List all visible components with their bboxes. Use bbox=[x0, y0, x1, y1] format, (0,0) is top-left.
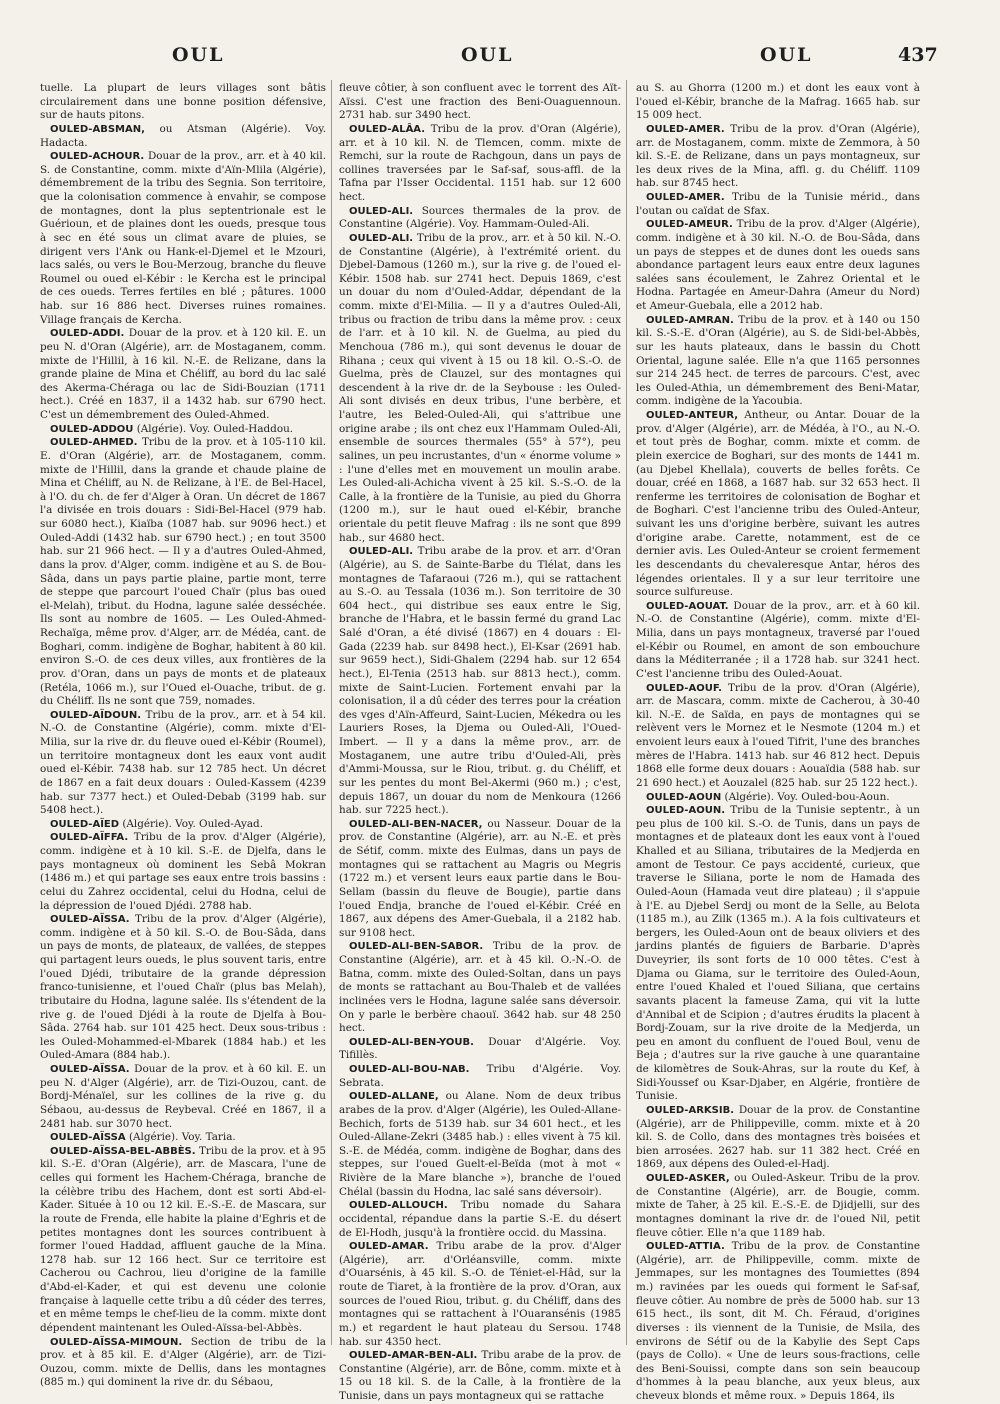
column-3 bbox=[636, 82, 920, 1404]
entry-headword: OULED-ALI. bbox=[349, 546, 414, 558]
entry-headword: OULED-ARKSIB. bbox=[646, 1104, 734, 1116]
entry-text: Douar de la prov. et à 60 kil. E. un peu N. d'Alger (Algérie), arr. de Tizi-Ouzou, cant. de Bordj-Ménaïel, sur les collines de la rive g. du Sébaou, au-dessus de Reybeval. Créé en 1867, il a 2481 hab. sur 3070 hect. bbox=[40, 1063, 326, 1130]
entry-text: Tribu arabe de la prov. d'Alger (Algérie), arr. d'Orléansville, comm. mixte d'Ouarsénis, à 45 kil. S.-O. de Téniet-el-Hâd, sur la route de Tiaret, à la frontière de la prov. d'Oran, aux sources de l'oued Riou, tribut. g. du Chéliff, dans des montagnes qui se rattachent à l'Ouaransénis (1985 m.) et regardent le haut plateau du Sersou. 1748 hab. sur 4350 hect. bbox=[339, 1240, 621, 1348]
entry-headword: OULED-AMEUR. bbox=[646, 219, 733, 231]
entry-text: Tribu de la prov. d'Alger (Algérie), comm. indigène et à 30 kil. N.-O. de Bou-Sâda, dans un pays de steppes et de dunes dont les oueds sans abondance partagent leurs eaux entre deux lagunes salées sans écoulement, le Zahrez Oriental et le Hodna. Partagée en Ameur-Dahra (Ameur du Nord) et Ameur-Guebala, elle a 2012 hab. bbox=[636, 218, 920, 312]
entry-headword: OULED-AOUAT. bbox=[646, 600, 729, 612]
entry-text: fleuve côtier, à son confluent avec le torrent des Aït-Aïssi. C'est une fraction des Beni-Ouaguennoun. 2731 hab. sur 3490 hect. bbox=[339, 82, 621, 122]
entry-headword: OULED-AMRAN. bbox=[646, 314, 734, 326]
dictionary-entry bbox=[636, 1172, 920, 1240]
dictionary-entry bbox=[636, 1240, 920, 1404]
entry-headword: OULED-AMER. bbox=[646, 123, 725, 135]
entry-headword: OULED-ALI-BEN-YOUB. bbox=[349, 1036, 474, 1048]
entry-headword: OULED-AÏSSA bbox=[50, 1132, 126, 1144]
entry-text: Tribu arabe de la prov. de Constantine (Algérie), arr. de Bône, comm. mixte et à 15 ou 18 kil. S. de la Calle, à la frontière de la Tunisie, dans un pays montagneux qui se rattache bbox=[339, 1349, 621, 1402]
entry-headword: OULED-ALI-BEN-SABOR. bbox=[349, 941, 484, 953]
entry-headword: OULED-ALLANE, bbox=[349, 1091, 439, 1103]
dictionary-entry bbox=[40, 150, 326, 327]
entry-headword: OULED-AÏSSA. bbox=[50, 914, 130, 926]
dictionary-entry bbox=[339, 82, 621, 123]
entry-text: ou Nasseur. Douar de la prov. de Constantine (Algérie), arr. au N.-E. et près de Sétif, comm. mixte des Eulmas, dans un pays de montagnes qui se rattachent au Magris ou Megris (1722 m.) et versent leurs eaux partie dans le Bou-Sellam (bassin du fleuve de Bougie), partie dans l'oued Endja, branche de l'oued el-Kébir. Créé en 1867, aux dépens des Amer-Guebala, il a 2182 hab. sur 9108 hect. bbox=[339, 817, 621, 939]
entry-headword: OULED-ALLOUCH. bbox=[349, 1200, 448, 1212]
entry-text: Tribu de la prov. et à 105-110 kil. E. d'Oran (Algérie), arr. de Mostaganem, comm. mixte de l'Hillil, dans la grande et chaude plaine de Mina et Chéliff, au N. de Relizane, à l'E. de Bel-Hacel, à l'O. du ch. de fer d'Alger à Oran. Un décret de 1867 l'a divisée en trois douars : Sidi-Bel-Hacel (979 hab. sur 6080 hect.), Kiaïba (1087 hab. sur 9096 hect.) et Ouled-Addi (1432 hab. sur 6790 hect.) ; en tout 3500 hab. sur 21 966 hect. — Il y a d'autres Ouled-Ahmed, dans la prov. d'Alger, comm. indigène et au S. de Bou-Sâda, dans un pays partie plaine, partie mont, terre de steppe que parcourt l'oued Chaïr (plus bas oued el-Melah), tribut. du Hodna, lagune salée desséchée. Ils sont au nombre de 1605. — Les Ouled-Ahmed-Rechaïga, même prov. d'Alger, arr. de Médéa, cant. de Boghari, comm. indigène de Boghar, habitent à 80 kil. environ S.-O. de ces deux villes, aux frontières de la prov. d'Oran, dans un pays de monts et de plateaux (Retéla, 1066 m.), sur l'Oued el-Ouache, tribut. de g. du Chéliff. Ils ne sont que 759, nomades. bbox=[40, 436, 326, 708]
entry-text: Douar de la prov., arr. et à 40 kil. S. de Constantine, comm. mixte d'Aïn-Mlila (Algérie), démembrement de la tribu des Segnia. Son territoire, que la colonisation commence à envahir, se compose de montagnes, dont la plus septentrionale est le Guérioun, et de plaines dont les oueds, presque tous à sec en été sous un climat avare de pluies, se dirigent vers l'Ank ou Hank-el-Djemel et le Mzouri, lacs salés, ou vers le Bou-Merzoug, branche du fleuve Roumel ou oued el-Kébir : le Kercha est le principal de ces oueds. Terres fertiles en blé ; pâtures. 1000 hab. sur 16 886 hect. Diverses ruines romaines. Village français de Kercha. bbox=[40, 150, 327, 326]
column-rule bbox=[331, 80, 332, 1345]
dictionary-entry bbox=[40, 423, 326, 437]
entry-headword: OULED-AOUN bbox=[646, 791, 722, 803]
entry-text: Tribu arabe de la prov. et arr. d'Oran (Algérie), au S. de Sainte-Barbe du Tlélat, dans les montagnes de Tafaraoui (726 m.), qui se rattachent au S.-O. au Tessala (1036 m.). Son territoire de 30 604 hect., qui distribue ses eaux entre le Sig, branche de l'Habra, et le bassin fermé du grand Lac Salé d'Oran, a été divisé (1867) en 4 douars : El-Gada (2239 hab. sur 8498 hect.), El-Ksar (2691 hab. sur 9659 hect.), Sidi-Ghalem (2294 hab. sur 12 654 hect.), El-Tenia (2513 hab. sur 8813 hect.), comm. mixte de Saint-Lucien. Fortement envahi par la colonisation, il a dû céder des terres pour la création des vges d'Aïn-Affeurd, Saint-Lucien, Mékedra ou les Lauriers Roses, la Djema ou Ouled-Ali, l'Oued-Imbert. — Il y a dans la même prov., arr. de Mostaganem, une autre tribu d'Ouled-Ali, près d'Ammi-Moussa, sur le Riou, tribut. g. du Chéliff, et sur les pentes du mont Bel-Akermi (960 m.) ; c'est, depuis 1867, un douar du nom de Menkoura (1266 hab. sur 7225 hect.). bbox=[339, 545, 621, 817]
entry-text: (Algérie). Voy. Ouled-Ayad. bbox=[122, 817, 264, 830]
entry-headword: OULED-ASKER, bbox=[646, 1173, 730, 1184]
entry-headword: OULED-AÏSSA-MIMOUN. bbox=[50, 1336, 183, 1348]
entry-text: Tribu de la Tunisie septentr., à un peu plus de 100 kil. S.-O. de Tunis, dans un pays de montagnes et de plateaux dont les eaux vont à l'oued Khalled et au Siliana, tributaires de la Medjerda en amont de Testour. Ce pays accidenté, curieux, que traverse le Siliana, porte le nom de Hamada des Ouled-Aoun (Hamada veut dire plateau) ; il s'appuie à l'E. au Djebel Serdj ou mont de la Selle, au Belota (1185 m.), au Zilk (1365 m.). A la fois cultivateurs et bergers, les Ouled-Aoun ont de beaux oliviers et des jardins plantés de figuiers de Barbarie. D'après Duveyrier, ils sont forts de 10 000 têtes. C'est à Djama ou Giama, sur le territoire des Ouled-Aoun, entre l'oued Khaled et l'oued Siliana, que certains savants placent la fameuse Zama, qui vit la lutte d'Annibal et de Scipion ; d'autres érudits la placent à Bordj-Zouam, sur la rive droite de la Medjerda, un peu en amont du confluent de l'oued Boul, venu de Beja ; d'autres sur la rive gauche à une quarantaine de kilomètres de Souk-Ahras, sur la route du Kef, à Sidi-Youssef ou Ksar-Djaber, en Algérie, frontière de Tunisie. bbox=[636, 804, 920, 1103]
dictionary-entry bbox=[636, 600, 920, 682]
entry-text: (Algérie). Voy. Taria. bbox=[128, 1131, 236, 1144]
dictionary-entry bbox=[636, 682, 920, 791]
entry-text: Section de tribu de la prov. et à 85 kil. E. d'Alger (Algérie), arr. de Tizi-Ouzou, comm. mixte de Dellis, dans les montagnes (885 m.) qui dominent la rive dr. du Sébaou, bbox=[40, 1335, 326, 1389]
entry-headword: OULED-AÏDOUN. bbox=[50, 709, 142, 721]
dictionary-entry bbox=[636, 314, 920, 409]
entry-headword: OULED-ACHOUR. bbox=[50, 151, 145, 163]
dictionary-entry bbox=[636, 123, 920, 191]
entry-headword: OULED-ALI. bbox=[349, 205, 414, 217]
entry-headword: OULED-ATTIA. bbox=[646, 1241, 725, 1253]
dictionary-entry bbox=[636, 791, 920, 805]
dictionary-entry bbox=[339, 1199, 621, 1240]
entry-headword: OULED-ALI-BOU-NAB. bbox=[349, 1064, 470, 1075]
entry-headword: OULED-AÏSSA. bbox=[50, 1064, 130, 1075]
entry-headword: OULED-ABSMAN, bbox=[50, 123, 145, 135]
dictionary-entry bbox=[636, 804, 920, 1104]
entry-headword: OULED-ADDOU bbox=[50, 423, 134, 435]
entry-text: Douar de la prov., arr. et à 60 kil. N.-O. de Constantine (Algérie), comm. mixte d'El-Milia, dans un pays montagneux, traversé par l'oued el-Kébir ou Roumel, en amont de son embouchure dans la Méditerranée ; il a 1728 hab. sur 3241 hect. C'est l'ancienne tribu des Ouled-Aouat. bbox=[636, 599, 920, 680]
column-2 bbox=[339, 82, 621, 1404]
entry-headword: OULED-AÏFFA. bbox=[50, 832, 129, 844]
entry-text: Tribu de la prov. de Constantine (Algérie), arr. de Philippeville, comm. mixte de Jemmapes, sur les montagnes des Toumiettes (894 m.) ravinées par les oueds qui forment le Saf-saf, fleuve côtier. Au nombre de près de 5000 hab. sur 13 615 hect., ils sont, dit M. Ch. Féraud, d'origines diverses : ils viennent de la Tunisie, de Msila, des environs de Sétif ou de la Kabylie des Sept Caps (pays de Collo). « Une de leurs sous-fractions, celle des Beni-Souissi, compte dans son sein beaucoup d'hommes à la peau blanche, aux yeux bleus, aux cheveux blonds et même roux. » Depuis 1864, ils bbox=[636, 1240, 920, 1402]
entry-headword: OULED-ANTEUR, bbox=[646, 410, 739, 421]
entry-text: Tribu de la prov. d'Oran (Algérie), arr. de Mostaganem, comm. mixte de Zemmora, à 50 kil. S.-E. de Relizane, dans un pays montagneux, sur les deux rives de la Mina, affl. g. du Chéliff. 1109 hab. sur 8745 hect. bbox=[636, 122, 920, 190]
dictionary-entry bbox=[339, 1240, 621, 1349]
entry-text: Tribu de la Tunisie mérid., dans l'outan ou caïdat de Sfax. bbox=[636, 191, 920, 217]
entry-headword: OULED-AMAR-BEN-ALI. bbox=[349, 1350, 478, 1362]
entry-headword: OULED-AOUF. bbox=[646, 682, 722, 694]
column-rule bbox=[626, 80, 627, 1345]
dictionary-entry bbox=[339, 1036, 621, 1063]
dictionary-entry bbox=[40, 831, 326, 913]
dictionary-entry bbox=[40, 1063, 326, 1131]
entry-text: tuelle. La plupart de leurs villages sont bâtis circulairement dans une bonne position défensive, sur de hauts pitons. bbox=[40, 82, 326, 122]
dictionary-entry bbox=[40, 1145, 326, 1336]
entry-text: ou Atsman (Algérie). Voy. Hadacta. bbox=[40, 122, 327, 149]
entry-text: Tribu de la prov. et à 95 kil. S.-E. d'Oran (Algérie), arr. de Mascara, l'une de celles qui forment les Hachem-Chéraga, branche de la célèbre tribu des Hachem, dont est sorti Abd-el-Kader. Située à 10 ou 12 kil. E.-S.-E. de Mascara, sur la route de Frenda, elle habite la plaine d'Eghris et de petites montagnes dont les sources contribuent à former l'oued Haddad, affluent gauche de la Mina. 1278 hab. sur 12 166 hect. Sur ce territoire est Cacherou ou Cachrou, lieu d'origine de la famille d'Abd-el-Kader, et qui est devenu une colonie française à laquelle cette tribu a dû céder des terres, et en même temps le chef-lieu de la comm. mixte dont dépendent maintenant les Ouled-Aïssa-bel-Abbès. bbox=[40, 1144, 326, 1334]
entry-text: Tribu de la prov., arr. et à 50 kil. N.-O. de Constantine (Algérie), à l'extrémité orient. du Djebel-Damous (1260 m.), sur la rive g. de l'oued el-Kébir. 1508 hab. sur 2741 hect. Depuis 1869, c'est un douar du nom d'Ouled-Addar, dépendant de la comm. mixte d'El-Milia. — Il y a d'autres Ouled-Ali, tribus ou fraction de tribu dans la même prov. : ceux de l'arr. et à 10 kil. N. de Guelma, au pied du Menchoua (786 m.), qui sont devenus le douar de Rihana ; ceux qui vivent à 15 ou 18 kil. O.-S.-O. de Guelma, près de Clauzel, sur des montagnes qui descendent à la rive dr. de la Seybouse : les Ouled-Ali sont divisés en deux tribus, l'une berbère, et l'autre, les Beled-Ouled-Ali, qui s'attribue une origine arabe ; ils ont chez eux l'Hammam Ouled-Ali, ensemble de sources thermales (55° à 57°), peu salines, un peu incrustantes, d'un « énorme volume » : l'une d'elles met en mouvement un moulin arabe. Les Ouled-ali-Achicha vivent à 25 kil. S.-S.-O. de la Calle, à la frontière de la Tunisie, au pied du Ghorra (1200 m.), sur le haut oued el-Kébir, branche orientale du petit fleuve Mafrag : ils ne sont que 899 hab., sur 4680 hect. bbox=[339, 231, 621, 544]
dictionary-entry bbox=[636, 191, 920, 218]
page-number: 437 bbox=[898, 44, 938, 66]
dictionary-entry bbox=[339, 205, 621, 232]
entry-text: Tribu nomade du Sahara occidental, répandue dans la partie S.-E. du désert de El-Hodh, jusqu'à la frontière occid. du Massina. bbox=[339, 1199, 621, 1239]
entry-headword: OULED-AHMED. bbox=[50, 437, 138, 449]
dictionary-entry bbox=[40, 327, 326, 422]
entry-text: ou Ouled-Askeur. Tribu de la prov. de Constantine (Algérie), arr. de Bougie, comm. mixte de Taher, à 25 kil. E.-S.-E. de Djidjelli, sur des montagnes dominant la rive dr. de l'oued Nil, petit fleuve côtier. Elle n'a que 1189 hab. bbox=[636, 1172, 920, 1239]
entry-text: au S. au Ghorra (1200 m.) et dont les eaux vont à l'oued el-Kébir, branche de la Mafrag. 1665 hab. sur 15 009 hect. bbox=[636, 82, 920, 122]
dictionary-entry bbox=[636, 1104, 920, 1172]
dictionary-entry bbox=[636, 82, 920, 123]
entry-text: Tribu de la prov. d'Oran (Algérie), arr. et à 10 kil. N. de Tlemcen, comm. mixte de Remchi, sur la route de Rachgoun, dans un pays de collines traversées par le Saf-saf, sous-affl. de la Tafna par l'Isser Occidental. 1151 hab. sur 12 600 hect. bbox=[339, 122, 621, 203]
entry-headword: OULED-AMAR. bbox=[349, 1241, 429, 1253]
entry-headword: OULED-ALÂA. bbox=[349, 123, 426, 135]
column-1 bbox=[40, 82, 326, 1390]
dictionary-entry bbox=[339, 1349, 621, 1404]
dictionary-entry bbox=[40, 818, 326, 832]
entry-text: (Algérie). Voy. Ouled-Haddou. bbox=[136, 422, 294, 435]
entry-text: Douar de la prov. de Constantine (Algérie), arr de Philippeville, comm. mixte et à 20 kil. S. de Collo, dans des montagnes très boisées et bien arrosées. 2627 hab. sur 11 382 hect. Créé en 1869, aux dépens des Ouled-el-Hadj. bbox=[636, 1103, 920, 1171]
running-head-right: OUL bbox=[760, 44, 813, 66]
dictionary-entry bbox=[339, 940, 621, 1035]
dictionary-entry bbox=[636, 409, 920, 600]
entry-text: ou Alane. Nom de deux tribus arabes de la prov. d'Alger (Algérie), les Ouled-Allane-Bechich, forts de 5139 hab. sur 34 601 hect., et les Ouled-Allane-Zekri (3485 hab.) : elles vivent à 75 kil. S.-E. de Médéa, comm. indigène de Boghar, dans des steppes, sur l'oued Guelt-el-Beïda (mot à mot « Rivière de la Mare blanche »), branche de l'oued Chélal (bassin du Hodna, lac salé sans déversoir). bbox=[339, 1090, 621, 1198]
entry-headword: OULED-AOUN. bbox=[646, 805, 725, 817]
entry-text: Antheur, ou Antar. Douar de la prov. d'Alger (Algérie), arr. de Médéa, à l'O., au N.-O. et tout près de Boghar, comm. mixte et comm. de plein exercice de Boghari, sur des monts de 1441 m. (au Djebel Khellala), couverts de belles forêts. Ce douar, créé en 1868, a 1687 hab. sur 32 653 hect. Il renferme les territoires de colonisation de Boghar et de Boghari. C'est l'ancienne tribu des Ouled-Anteur, suivant les uns d'origine berbère, suivant les autres d'origine arabe. Carette, notamment, est de ce dernier avis. Les Ouled-Anteur se croient fermement les descendants du chevaleresque Antar, héros des légendes orientales. Il y a sur leur territoire une source sulfureuse. bbox=[636, 409, 920, 599]
entry-text: Douar d'Algérie. Voy. Tifillès. bbox=[339, 1035, 621, 1062]
dictionary-entry bbox=[40, 123, 326, 150]
entry-text: Tribu de la prov. et à 140 ou 150 kil. S.-S.-E. d'Oran (Algérie), au S. de Sidi-bel-Abbès, sur les hauts plateaux, dans le bassin du Chott Oriental, lagune salée. Elle n'a que 1165 personnes sur 214 245 hect. de terres de parcours. C'est, avec les Ouled-Athia, un démembrement des Beni-Matar, comm. indigène de la Yacoubia. bbox=[636, 313, 920, 408]
entry-text: Tribu de la prov. d'Alger (Algérie), comm. indigène et à 10 kil. S.-E. de Djelfa, dans le pays montagneux où dominent les Sebâ Mokran (1486 m.) et qui partage ses eaux entre trois bassins : celui du Zahrez occidental, celui du Hodna, celui de la dépression de l'oued Djédi. 2788 hab. bbox=[40, 831, 326, 912]
entry-headword: OULED-ALI-BEN-NACER, bbox=[349, 818, 483, 830]
entry-text: Tribu de la prov. de Constantine (Algérie), arr. et à 45 kil. O.-N.-O. de Batna, comm. mixte des Ouled-Soltan, dans un pays de monts se rattachant au Bou-Thaleb et de vallées inclinées vers le Hodna, lagune salée sans déversoir. On y parle le berbère chaouï. 3642 hab. sur 48 250 hect. bbox=[339, 940, 621, 1035]
entry-text: Tribu de la prov., arr. et à 54 kil. N.-O. de Constantine (Algérie), comm. mixte d'El-Milia, sur la rive dr. du fleuve oued el-Kébir (Roumel), un territoire montagneux dont les eaux vont audit oued el-Kébir. 7438 hab. sur 12 785 hect. Un décret de 1867 en a fait deux douars : Ouled-Kassem (4239 hab. sur 7377 hect.) et Ouled-Debab (3199 hab. sur 5408 hect.). bbox=[40, 708, 326, 817]
running-head-left: OUL bbox=[172, 44, 225, 66]
dictionary-entry bbox=[40, 913, 326, 1063]
dictionary-entry bbox=[40, 709, 326, 818]
dictionary-entry bbox=[339, 818, 621, 941]
entry-text: Tribu de la prov. d'Oran (Algérie), arr. de Mascara, comm. mixte de Cacherou, à 30-40 kil. N.-E. de Saïda, en pays de montagnes qui se relèvent vers le Mornez et le Nesmote (1204 m.) et envoient leurs eaux à l'oued Tifrit, l'une des branches mères de l'Habra. 1413 hab. sur 46 812 hect. Depuis 1868 elle forme deux douars : Aouaïdia (588 hab. sur 21 690 hect.) et Aouzalel (825 hab. sur 25 122 hect.). bbox=[636, 681, 920, 789]
entry-headword: OULED-AÏED bbox=[50, 818, 120, 830]
dictionary-entry bbox=[339, 123, 621, 205]
dictionary-entry bbox=[40, 82, 326, 123]
dictionary-entry bbox=[40, 436, 326, 709]
entry-headword: OULED-AMER. bbox=[646, 192, 725, 203]
running-head-center: OUL bbox=[461, 44, 514, 66]
entry-headword: OULED-AÏSSA-BEL-ABBÈS. bbox=[50, 1145, 196, 1157]
dictionary-entry bbox=[339, 232, 621, 545]
dictionary-entry bbox=[339, 1063, 621, 1090]
entry-text: Tribu de la prov. d'Alger (Algérie), comm. indigène et à 50 kil. S.-O. de Bou-Sâda, dans un pays de monts, de plateaux, de vallées, de steppes qui partagent leurs oueds, le plus souvent taris, entre l'oued Djédi, tributaire de la grande dépression franco-tunisienne, et l'oued Chaïr (plus bas Melah), tributaire du Hodna, lagune salée. Ils s'étendent de la rive g. de l'oued Djédi à la route de Djelfa à Bou-Sâda. 2764 hab. sur 101 425 hect. Deux sous-tribus : les Ouled-Mohammed-el-Mbarek (1884 hab.) et les Ouled-Amara (884 hab.). bbox=[40, 913, 326, 1062]
entry-headword: OULED-ADDI. bbox=[50, 328, 125, 340]
entry-text: (Algérie). Voy. Ouled-bou-Aoun. bbox=[724, 790, 890, 803]
entry-text: Tribu d'Algérie. Voy. Sebrata. bbox=[339, 1063, 621, 1089]
dictionary-entry bbox=[339, 1090, 621, 1199]
dictionary-entry bbox=[40, 1336, 326, 1391]
dictionary-entry bbox=[339, 545, 621, 818]
dictionary-entry bbox=[40, 1131, 326, 1145]
entry-headword: OULED-ALI. bbox=[349, 232, 414, 244]
entry-text: Sources thermales de la prov. de Constantine (Algérie). Voy. Hammam-Ouled-Ali. bbox=[339, 204, 621, 231]
dictionary-entry bbox=[636, 218, 920, 313]
entry-text: Douar de la prov. et à 120 kil. E. un peu N. d'Oran (Algérie), arr. de Mostaganem, comm. mixte de l'Hillil, à 16 kil. N.-E. de Relizane, dans la grande plaine de Mina et Chéliff, au bord du lac salé des Akerma-Chéraga ou lac de Sidi-Bouzian (1711 hect.). Créé en 1837, il a 1432 hab. sur 6790 hect. C'est un démembrement des Ouled-Ahmed. bbox=[40, 327, 326, 421]
